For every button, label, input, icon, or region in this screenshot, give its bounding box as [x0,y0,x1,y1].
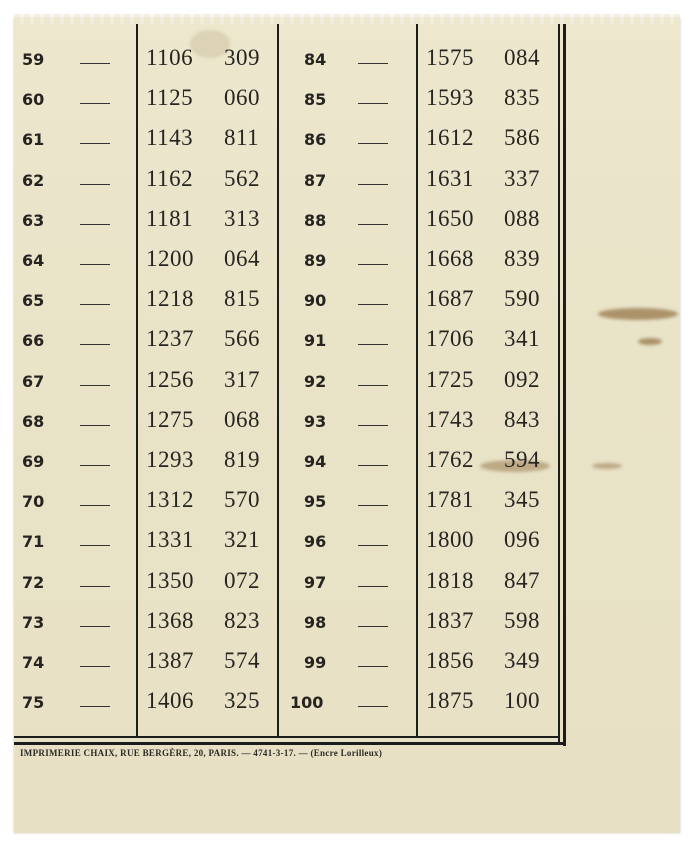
column-rule-2 [277,24,279,736]
ditto-dash [80,184,110,185]
row-number: 71 [22,532,45,552]
ditto-dash [80,425,110,426]
row-number: 68 [22,411,45,431]
value-secondary: 843 [504,406,540,432]
row-number: 95 [304,492,327,512]
value-primary: 1593 [426,85,474,111]
value-secondary: 349 [504,648,540,673]
ditto-dash [80,304,110,305]
value-primary: 1162 [146,165,194,191]
row-number: 64 [22,251,45,270]
row-number: 59 [22,50,45,69]
row-number: 89 [304,251,327,270]
printer-imprint: IMPRIMERIE CHAIX, RUE BERGÈRE, 20, PARIS. — 4741-3-17. — (Encre Lorilleux) [20,748,383,758]
ditto-dash [80,505,110,506]
row-number: 86 [304,130,327,150]
value-primary: 1368 [146,607,194,633]
value-secondary: 586 [504,125,540,151]
row-number: 62 [22,170,45,190]
row-number: 84 [304,50,327,69]
row-number: 88 [304,210,327,230]
value-secondary: 847 [504,567,540,593]
ditto-dash [358,385,388,386]
value-secondary: 811 [224,125,260,151]
row-number: 75 [22,693,45,713]
value-primary: 1181 [146,205,194,231]
value-primary: 1575 [426,45,474,70]
ditto-dash [358,706,388,707]
row-number: 93 [304,411,327,431]
ditto-dash [358,224,388,225]
value-secondary: 598 [504,607,540,633]
value-primary: 1706 [426,326,474,352]
ditto-dash [80,103,110,104]
value-primary: 1293 [146,447,194,472]
row-number: 70 [22,492,45,512]
value-primary: 1631 [426,165,474,191]
ditto-dash [358,103,388,104]
value-secondary: 068 [224,406,260,432]
value-primary: 1668 [426,246,474,271]
row-number: 72 [22,572,45,592]
ditto-dash [80,143,110,144]
table-bottom-rule-1 [14,736,560,738]
value-secondary: 345 [504,487,540,513]
ditto-dash [80,666,110,667]
value-secondary: 341 [504,326,540,352]
ditto-dash [358,465,388,466]
value-primary: 1200 [146,246,194,271]
value-primary: 1406 [146,688,194,714]
value-primary: 1687 [426,286,474,312]
outer-rule-right-2 [563,24,566,746]
value-secondary: 100 [504,688,540,714]
ditto-dash [358,143,388,144]
ditto-dash [80,586,110,587]
row-number: 98 [304,612,327,632]
row-number: 66 [22,331,45,351]
value-primary: 1612 [426,125,474,151]
row-number: 94 [304,452,327,471]
column-rule-1 [136,24,138,736]
ditto-dash [358,666,388,667]
value-secondary: 839 [504,246,540,271]
value-primary: 1312 [146,487,194,513]
ditto-dash [80,626,110,627]
row-number: 74 [22,653,45,672]
row-number: 87 [304,170,327,190]
value-secondary: 337 [504,165,540,191]
ditto-dash [80,706,110,707]
ditto-dash [80,344,110,345]
row-number: 99 [304,653,327,672]
value-primary: 1800 [426,527,474,553]
row-number: 65 [22,291,45,311]
torn-top-edge [14,14,680,24]
value-primary: 1237 [146,326,194,352]
table-bottom-rule-2 [14,742,566,745]
ditto-dash [358,344,388,345]
value-secondary: 823 [224,607,260,633]
value-secondary: 574 [224,648,260,673]
row-number: 96 [304,532,327,552]
ditto-dash [358,425,388,426]
value-primary: 1762 [426,447,474,472]
ditto-dash [358,304,388,305]
value-primary: 1856 [426,648,474,673]
value-secondary: 309 [224,45,260,70]
ditto-dash [358,264,388,265]
row-number: 97 [304,572,327,592]
row-number: 91 [304,331,327,351]
value-primary: 1143 [146,125,194,151]
row-number: 73 [22,612,45,632]
stain-mark [638,338,662,345]
stain-mark [592,463,622,469]
row-number: 85 [304,90,327,110]
value-primary: 1125 [146,85,194,111]
ditto-dash [358,545,388,546]
row-number: 69 [22,452,45,471]
value-primary: 1743 [426,406,474,432]
ditto-dash [80,224,110,225]
value-primary: 1387 [146,648,194,673]
value-primary: 1256 [146,366,194,392]
value-secondary: 072 [224,567,260,593]
value-primary: 1331 [146,527,194,553]
paper-sheet [14,18,680,833]
value-secondary: 084 [504,45,540,70]
row-number: 67 [22,371,45,391]
value-secondary: 321 [224,527,260,553]
value-secondary: 313 [224,205,260,231]
value-primary: 1781 [426,487,474,513]
value-primary: 1350 [146,567,194,593]
value-primary: 1875 [426,688,474,714]
value-primary: 1275 [146,406,194,432]
value-secondary: 562 [224,165,260,191]
row-number: 61 [22,130,45,150]
value-secondary: 064 [224,246,260,271]
value-primary: 1818 [426,567,474,593]
row-number: 60 [22,90,45,110]
value-primary: 1725 [426,366,474,392]
stain-mark [598,308,678,320]
ditto-dash [80,465,110,466]
ditto-dash [80,264,110,265]
value-secondary: 092 [504,366,540,392]
column-rule-3 [416,24,418,736]
outer-rule-right-1 [558,24,560,742]
value-secondary: 566 [224,326,260,352]
value-secondary: 325 [224,688,260,714]
value-secondary: 096 [504,527,540,553]
row-number: 100 [290,693,324,713]
ditto-dash [358,63,388,64]
value-primary: 1837 [426,607,474,633]
value-secondary: 835 [504,85,540,111]
value-secondary: 819 [224,447,260,472]
value-primary: 1650 [426,205,474,231]
ditto-dash [80,385,110,386]
value-primary: 1218 [146,286,194,312]
value-secondary: 570 [224,487,260,513]
value-primary: 1106 [146,45,194,70]
value-secondary: 060 [224,85,260,111]
ditto-dash [358,505,388,506]
ditto-dash [80,545,110,546]
value-secondary: 317 [224,366,260,392]
ditto-dash [358,626,388,627]
row-number: 63 [22,210,45,230]
ditto-dash [358,586,388,587]
ditto-dash [358,184,388,185]
value-secondary: 088 [504,205,540,231]
ditto-dash [80,63,110,64]
row-number: 90 [304,291,327,311]
value-secondary: 590 [504,286,540,312]
row-number: 92 [304,371,327,391]
value-secondary: 594 [504,447,540,472]
value-secondary: 815 [224,286,260,312]
